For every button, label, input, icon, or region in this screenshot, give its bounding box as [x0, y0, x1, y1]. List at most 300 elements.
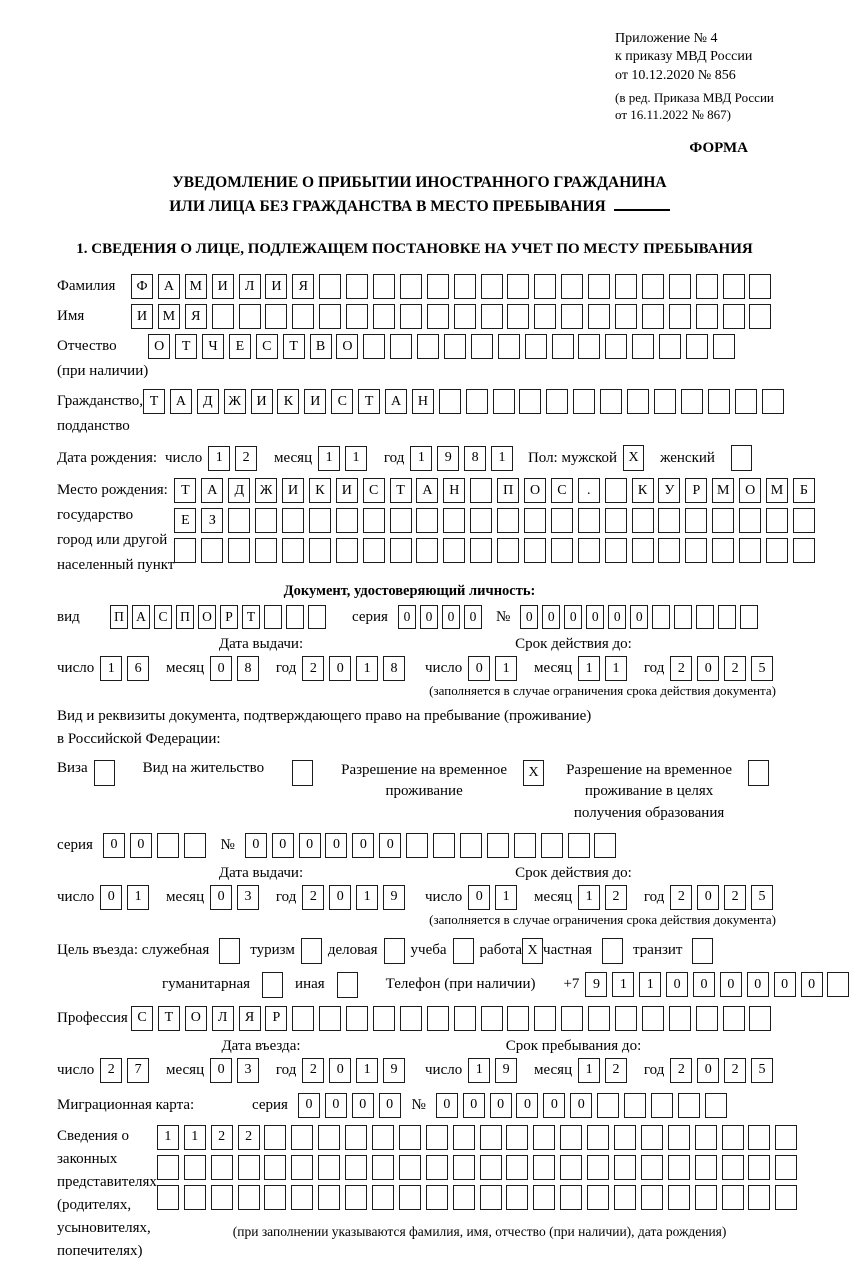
- char-cell[interactable]: 1: [612, 972, 634, 997]
- char-cell[interactable]: [399, 1125, 421, 1150]
- char-cell[interactable]: 0: [103, 833, 125, 858]
- char-cell[interactable]: [561, 304, 583, 329]
- char-cell[interactable]: В: [310, 334, 332, 359]
- char-cell[interactable]: [480, 1155, 502, 1180]
- char-cell[interactable]: 2: [605, 1058, 627, 1083]
- char-cell[interactable]: [282, 538, 304, 563]
- char-cell[interactable]: [658, 538, 680, 563]
- char-cell[interactable]: 0: [379, 833, 401, 858]
- char-cell[interactable]: [748, 1125, 770, 1150]
- char-cell[interactable]: [615, 274, 637, 299]
- char-cell[interactable]: 0: [325, 833, 347, 858]
- char-cell[interactable]: 1: [184, 1125, 206, 1150]
- char-cell[interactable]: [827, 972, 849, 997]
- char-cell[interactable]: 2: [100, 1058, 122, 1083]
- char-cell[interactable]: [318, 1185, 340, 1210]
- char-cell[interactable]: 0: [520, 605, 538, 629]
- char-cell[interactable]: 0: [697, 1058, 719, 1083]
- char-cell[interactable]: [534, 274, 556, 299]
- char-cell[interactable]: [506, 1125, 528, 1150]
- char-cell[interactable]: [507, 304, 529, 329]
- char-cell[interactable]: 1: [468, 1058, 490, 1083]
- char-cell[interactable]: [454, 304, 476, 329]
- char-cell[interactable]: Д: [197, 389, 219, 414]
- char-cell[interactable]: 3: [237, 1058, 259, 1083]
- char-cell[interactable]: Н: [443, 478, 465, 503]
- char-cell[interactable]: [346, 274, 368, 299]
- char-cell[interactable]: [453, 1125, 475, 1150]
- char-cell[interactable]: [363, 334, 385, 359]
- char-cell[interactable]: 5: [751, 656, 773, 681]
- char-cell[interactable]: [587, 1125, 609, 1150]
- char-cell[interactable]: 0: [774, 972, 796, 997]
- char-cell[interactable]: [578, 508, 600, 533]
- char-cell[interactable]: [264, 1125, 286, 1150]
- char-cell[interactable]: [748, 1185, 770, 1210]
- char-cell[interactable]: [695, 1125, 717, 1150]
- char-cell[interactable]: О: [524, 478, 546, 503]
- char-cell[interactable]: [775, 1185, 797, 1210]
- char-cell[interactable]: [748, 760, 769, 786]
- char-cell[interactable]: [337, 972, 358, 998]
- char-cell[interactable]: [713, 334, 735, 359]
- char-cell[interactable]: [238, 1155, 260, 1180]
- char-cell[interactable]: А: [416, 478, 438, 503]
- char-cell[interactable]: [427, 274, 449, 299]
- char-cell[interactable]: С: [154, 605, 172, 629]
- char-cell[interactable]: [453, 938, 474, 964]
- char-cell[interactable]: [264, 1155, 286, 1180]
- char-cell[interactable]: [641, 1155, 663, 1180]
- char-cell[interactable]: [615, 1006, 637, 1031]
- char-cell[interactable]: [642, 274, 664, 299]
- char-cell[interactable]: 1: [578, 1058, 600, 1083]
- char-cell[interactable]: 2: [724, 885, 746, 910]
- char-cell[interactable]: [399, 1185, 421, 1210]
- char-cell[interactable]: [426, 1125, 448, 1150]
- char-cell[interactable]: [669, 274, 691, 299]
- char-cell[interactable]: [524, 508, 546, 533]
- char-cell[interactable]: О: [336, 334, 358, 359]
- char-cell[interactable]: [318, 1125, 340, 1150]
- char-cell[interactable]: Б: [793, 478, 815, 503]
- char-cell[interactable]: И: [212, 274, 234, 299]
- char-cell[interactable]: [443, 508, 465, 533]
- char-cell[interactable]: [417, 334, 439, 359]
- char-cell[interactable]: Л: [212, 1006, 234, 1031]
- char-cell[interactable]: [723, 304, 745, 329]
- char-cell[interactable]: [345, 1185, 367, 1210]
- char-cell[interactable]: 2: [238, 1125, 260, 1150]
- char-cell[interactable]: [685, 538, 707, 563]
- char-cell[interactable]: 1: [208, 446, 230, 471]
- char-cell[interactable]: Ф: [131, 274, 153, 299]
- char-cell[interactable]: [426, 1185, 448, 1210]
- char-cell[interactable]: [605, 508, 627, 533]
- char-cell[interactable]: [184, 1185, 206, 1210]
- char-cell[interactable]: О: [185, 1006, 207, 1031]
- char-cell[interactable]: [406, 833, 428, 858]
- char-cell[interactable]: [372, 1155, 394, 1180]
- char-cell[interactable]: 0: [100, 885, 122, 910]
- char-cell[interactable]: [454, 274, 476, 299]
- char-cell[interactable]: 9: [585, 972, 607, 997]
- char-cell[interactable]: [373, 1006, 395, 1031]
- char-cell[interactable]: [748, 1155, 770, 1180]
- char-cell[interactable]: [228, 508, 250, 533]
- char-cell[interactable]: X: [522, 938, 543, 964]
- char-cell[interactable]: [712, 538, 734, 563]
- char-cell[interactable]: [390, 538, 412, 563]
- char-cell[interactable]: 0: [130, 833, 152, 858]
- char-cell[interactable]: [731, 445, 752, 471]
- char-cell[interactable]: 1: [578, 885, 600, 910]
- char-cell[interactable]: 0: [586, 605, 604, 629]
- char-cell[interactable]: [749, 274, 771, 299]
- char-cell[interactable]: А: [385, 389, 407, 414]
- char-cell[interactable]: 9: [383, 885, 405, 910]
- char-cell[interactable]: [453, 1185, 475, 1210]
- char-cell[interactable]: [668, 1155, 690, 1180]
- char-cell[interactable]: [264, 1185, 286, 1210]
- char-cell[interactable]: К: [277, 389, 299, 414]
- char-cell[interactable]: 2: [302, 1058, 324, 1083]
- char-cell[interactable]: [775, 1125, 797, 1150]
- char-cell[interactable]: [345, 1125, 367, 1150]
- char-cell[interactable]: 0: [329, 656, 351, 681]
- char-cell[interactable]: [588, 274, 610, 299]
- char-cell[interactable]: [614, 1185, 636, 1210]
- char-cell[interactable]: 0: [468, 885, 490, 910]
- char-cell[interactable]: [642, 1006, 664, 1031]
- char-cell[interactable]: 1: [491, 446, 513, 471]
- char-cell[interactable]: [722, 1155, 744, 1180]
- char-cell[interactable]: [291, 1155, 313, 1180]
- char-cell[interactable]: [487, 833, 509, 858]
- char-cell[interactable]: [373, 274, 395, 299]
- char-cell[interactable]: [416, 538, 438, 563]
- char-cell[interactable]: Р: [685, 478, 707, 503]
- char-cell[interactable]: 0: [542, 605, 560, 629]
- char-cell[interactable]: [309, 508, 331, 533]
- char-cell[interactable]: [336, 508, 358, 533]
- char-cell[interactable]: 0: [298, 1093, 320, 1118]
- char-cell[interactable]: [723, 274, 745, 299]
- char-cell[interactable]: [749, 1006, 771, 1031]
- char-cell[interactable]: [286, 605, 304, 629]
- char-cell[interactable]: 1: [578, 656, 600, 681]
- char-cell[interactable]: [624, 1093, 646, 1118]
- char-cell[interactable]: [685, 508, 707, 533]
- char-cell[interactable]: 0: [570, 1093, 592, 1118]
- char-cell[interactable]: [363, 508, 385, 533]
- char-cell[interactable]: [696, 274, 718, 299]
- char-cell[interactable]: З: [201, 508, 223, 533]
- char-cell[interactable]: [372, 1185, 394, 1210]
- char-cell[interactable]: [184, 1155, 206, 1180]
- char-cell[interactable]: [793, 508, 815, 533]
- char-cell[interactable]: [642, 304, 664, 329]
- char-cell[interactable]: 0: [436, 1093, 458, 1118]
- char-cell[interactable]: А: [132, 605, 150, 629]
- char-cell[interactable]: 1: [356, 1058, 378, 1083]
- char-cell[interactable]: [498, 334, 520, 359]
- char-cell[interactable]: [497, 508, 519, 533]
- char-cell[interactable]: [587, 1155, 609, 1180]
- char-cell[interactable]: [239, 304, 261, 329]
- char-cell[interactable]: 0: [210, 1058, 232, 1083]
- char-cell[interactable]: [238, 1185, 260, 1210]
- char-cell[interactable]: 2: [670, 1058, 692, 1083]
- char-cell[interactable]: Е: [174, 508, 196, 533]
- char-cell[interactable]: [211, 1155, 233, 1180]
- char-cell[interactable]: У: [658, 478, 680, 503]
- char-cell[interactable]: [439, 389, 461, 414]
- char-cell[interactable]: [722, 1125, 744, 1150]
- char-cell[interactable]: М: [158, 304, 180, 329]
- char-cell[interactable]: [184, 833, 206, 858]
- char-cell[interactable]: П: [176, 605, 194, 629]
- char-cell[interactable]: [658, 508, 680, 533]
- char-cell[interactable]: Л: [239, 274, 261, 299]
- char-cell[interactable]: [793, 538, 815, 563]
- char-cell[interactable]: 0: [210, 656, 232, 681]
- char-cell[interactable]: Я: [185, 304, 207, 329]
- char-cell[interactable]: [668, 1125, 690, 1150]
- char-cell[interactable]: 5: [751, 1058, 773, 1083]
- char-cell[interactable]: [674, 605, 692, 629]
- char-cell[interactable]: Т: [358, 389, 380, 414]
- char-cell[interactable]: 1: [495, 656, 517, 681]
- char-cell[interactable]: Я: [239, 1006, 261, 1031]
- char-cell[interactable]: [541, 833, 563, 858]
- char-cell[interactable]: [282, 508, 304, 533]
- char-cell[interactable]: [212, 304, 234, 329]
- char-cell[interactable]: 0: [398, 605, 416, 629]
- char-cell[interactable]: 1: [605, 656, 627, 681]
- char-cell[interactable]: Р: [265, 1006, 287, 1031]
- char-cell[interactable]: [416, 508, 438, 533]
- char-cell[interactable]: [301, 938, 322, 964]
- char-cell[interactable]: Т: [242, 605, 260, 629]
- char-cell[interactable]: Ч: [202, 334, 224, 359]
- char-cell[interactable]: 0: [420, 605, 438, 629]
- char-cell[interactable]: 0: [329, 1058, 351, 1083]
- char-cell[interactable]: [695, 1155, 717, 1180]
- char-cell[interactable]: [705, 1093, 727, 1118]
- char-cell[interactable]: Т: [174, 478, 196, 503]
- char-cell[interactable]: [534, 1006, 556, 1031]
- char-cell[interactable]: [678, 1093, 700, 1118]
- char-cell[interactable]: Т: [175, 334, 197, 359]
- char-cell[interactable]: [669, 1006, 691, 1031]
- char-cell[interactable]: Ж: [255, 478, 277, 503]
- char-cell[interactable]: 2: [302, 885, 324, 910]
- char-cell[interactable]: [454, 1006, 476, 1031]
- char-cell[interactable]: [157, 1185, 179, 1210]
- char-cell[interactable]: [641, 1185, 663, 1210]
- char-cell[interactable]: [597, 1093, 619, 1118]
- char-cell[interactable]: [255, 538, 277, 563]
- char-cell[interactable]: [470, 508, 492, 533]
- char-cell[interactable]: [524, 538, 546, 563]
- char-cell[interactable]: [157, 1155, 179, 1180]
- char-cell[interactable]: [605, 478, 627, 503]
- char-cell[interactable]: А: [170, 389, 192, 414]
- char-cell[interactable]: [551, 538, 573, 563]
- char-cell[interactable]: [762, 389, 784, 414]
- char-cell[interactable]: С: [363, 478, 385, 503]
- char-cell[interactable]: [470, 538, 492, 563]
- char-cell[interactable]: [466, 389, 488, 414]
- char-cell[interactable]: [533, 1125, 555, 1150]
- char-cell[interactable]: [632, 508, 654, 533]
- char-cell[interactable]: [766, 508, 788, 533]
- char-cell[interactable]: [594, 833, 616, 858]
- char-cell[interactable]: [641, 1125, 663, 1150]
- char-cell[interactable]: [319, 304, 341, 329]
- char-cell[interactable]: [696, 1006, 718, 1031]
- char-cell[interactable]: [561, 1006, 583, 1031]
- char-cell[interactable]: 0: [666, 972, 688, 997]
- char-cell[interactable]: [291, 1125, 313, 1150]
- char-cell[interactable]: 0: [329, 885, 351, 910]
- char-cell[interactable]: 9: [437, 446, 459, 471]
- char-cell[interactable]: [480, 1125, 502, 1150]
- char-cell[interactable]: И: [282, 478, 304, 503]
- char-cell[interactable]: [384, 938, 405, 964]
- char-cell[interactable]: .: [578, 478, 600, 503]
- char-cell[interactable]: О: [739, 478, 761, 503]
- char-cell[interactable]: [723, 1006, 745, 1031]
- char-cell[interactable]: [400, 1006, 422, 1031]
- char-cell[interactable]: 9: [495, 1058, 517, 1083]
- char-cell[interactable]: 2: [670, 885, 692, 910]
- char-cell[interactable]: 8: [464, 446, 486, 471]
- char-cell[interactable]: И: [131, 304, 153, 329]
- char-cell[interactable]: С: [551, 478, 573, 503]
- char-cell[interactable]: 0: [697, 656, 719, 681]
- char-cell[interactable]: [426, 1155, 448, 1180]
- char-cell[interactable]: 0: [464, 605, 482, 629]
- char-cell[interactable]: 1: [495, 885, 517, 910]
- char-cell[interactable]: 8: [383, 656, 405, 681]
- char-cell[interactable]: [493, 389, 515, 414]
- char-cell[interactable]: 9: [383, 1058, 405, 1083]
- char-cell[interactable]: [654, 389, 676, 414]
- char-cell[interactable]: О: [148, 334, 170, 359]
- char-cell[interactable]: Д: [228, 478, 250, 503]
- char-cell[interactable]: [614, 1125, 636, 1150]
- char-cell[interactable]: [308, 605, 326, 629]
- char-cell[interactable]: [614, 1155, 636, 1180]
- char-cell[interactable]: [94, 760, 115, 786]
- char-cell[interactable]: 0: [747, 972, 769, 997]
- char-cell[interactable]: [519, 389, 541, 414]
- char-cell[interactable]: [602, 938, 623, 964]
- char-cell[interactable]: 1: [127, 885, 149, 910]
- char-cell[interactable]: [514, 833, 536, 858]
- char-cell[interactable]: X: [623, 445, 644, 471]
- char-cell[interactable]: 2: [211, 1125, 233, 1150]
- char-cell[interactable]: [319, 274, 341, 299]
- char-cell[interactable]: [443, 538, 465, 563]
- char-cell[interactable]: [534, 304, 556, 329]
- char-cell[interactable]: [739, 538, 761, 563]
- char-cell[interactable]: [373, 304, 395, 329]
- char-cell[interactable]: [265, 304, 287, 329]
- char-cell[interactable]: 2: [235, 446, 257, 471]
- char-cell[interactable]: 1: [100, 656, 122, 681]
- char-cell[interactable]: 1: [639, 972, 661, 997]
- char-cell[interactable]: [507, 274, 529, 299]
- char-cell[interactable]: 0: [801, 972, 823, 997]
- char-cell[interactable]: [346, 304, 368, 329]
- char-cell[interactable]: [292, 1006, 314, 1031]
- char-cell[interactable]: [400, 274, 422, 299]
- char-cell[interactable]: [766, 538, 788, 563]
- char-cell[interactable]: Т: [158, 1006, 180, 1031]
- char-cell[interactable]: [264, 605, 282, 629]
- char-cell[interactable]: [427, 304, 449, 329]
- char-cell[interactable]: [470, 478, 492, 503]
- char-cell[interactable]: 0: [379, 1093, 401, 1118]
- char-cell[interactable]: [390, 508, 412, 533]
- char-cell[interactable]: [605, 538, 627, 563]
- char-cell[interactable]: [587, 1185, 609, 1210]
- char-cell[interactable]: [692, 938, 713, 964]
- char-cell[interactable]: И: [304, 389, 326, 414]
- char-cell[interactable]: [578, 538, 600, 563]
- char-cell[interactable]: [573, 389, 595, 414]
- char-cell[interactable]: 7: [127, 1058, 149, 1083]
- char-cell[interactable]: С: [331, 389, 353, 414]
- char-cell[interactable]: [686, 334, 708, 359]
- char-cell[interactable]: [497, 538, 519, 563]
- char-cell[interactable]: [695, 1185, 717, 1210]
- char-cell[interactable]: [546, 389, 568, 414]
- char-cell[interactable]: [533, 1185, 555, 1210]
- char-cell[interactable]: [460, 833, 482, 858]
- char-cell[interactable]: [568, 833, 590, 858]
- char-cell[interactable]: [433, 833, 455, 858]
- char-cell[interactable]: [552, 334, 574, 359]
- char-cell[interactable]: [400, 304, 422, 329]
- char-cell[interactable]: 0: [564, 605, 582, 629]
- char-cell[interactable]: С: [131, 1006, 153, 1031]
- char-cell[interactable]: П: [110, 605, 128, 629]
- char-cell[interactable]: [291, 1185, 313, 1210]
- char-cell[interactable]: Т: [390, 478, 412, 503]
- char-cell[interactable]: А: [158, 274, 180, 299]
- char-cell[interactable]: [201, 538, 223, 563]
- char-cell[interactable]: [696, 304, 718, 329]
- char-cell[interactable]: [427, 1006, 449, 1031]
- char-cell[interactable]: 0: [630, 605, 648, 629]
- char-cell[interactable]: [600, 389, 622, 414]
- char-cell[interactable]: [668, 1185, 690, 1210]
- char-cell[interactable]: [560, 1155, 582, 1180]
- char-cell[interactable]: 0: [325, 1093, 347, 1118]
- char-cell[interactable]: 0: [468, 656, 490, 681]
- char-cell[interactable]: [174, 538, 196, 563]
- char-cell[interactable]: Н: [412, 389, 434, 414]
- char-cell[interactable]: [525, 334, 547, 359]
- char-cell[interactable]: [453, 1155, 475, 1180]
- char-cell[interactable]: 1: [345, 446, 367, 471]
- char-cell[interactable]: [588, 1006, 610, 1031]
- char-cell[interactable]: [481, 274, 503, 299]
